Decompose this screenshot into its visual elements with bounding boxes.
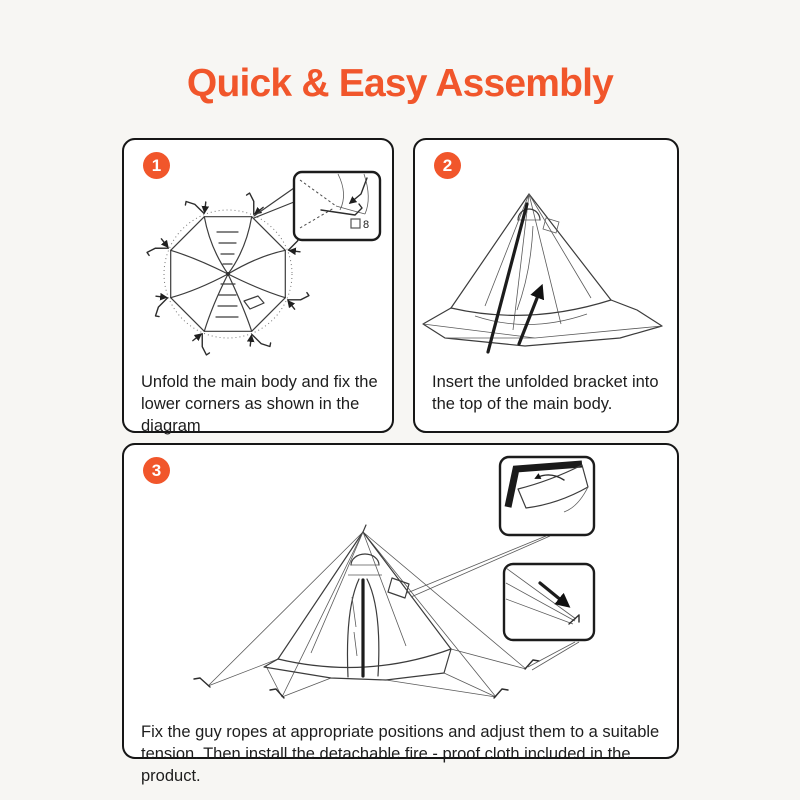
- step-2-number: 2: [442, 156, 453, 175]
- guy-ropes: [208, 532, 526, 697]
- door-and-pole: [347, 554, 382, 677]
- peg-count-label: 8: [363, 219, 370, 231]
- step-1-panel: [122, 138, 394, 433]
- unfolded-tent-drawing: [124, 150, 390, 362]
- tent-bracket-insert-drawing: [415, 148, 675, 358]
- page-title: Quick & Easy Assembly: [186, 62, 614, 105]
- guy-rope-stake-inset: [504, 564, 594, 640]
- fireproof-cloth-inset: [500, 457, 594, 535]
- step-1-number: 1: [151, 156, 162, 175]
- step-3-caption: Fix the guy ropes at appropriate positions and adjust them to a suitable tension. Then install the detachable fire - proof cloth included in the product.: [141, 722, 660, 785]
- inset-pointer: [254, 188, 294, 218]
- tent-guy-ropes-drawing: [126, 447, 676, 703]
- step-2-panel: [413, 138, 679, 433]
- step-2-caption: Insert the unfolded bracket into the top of the main body.: [432, 372, 659, 413]
- peg-detail-inset: [294, 172, 380, 240]
- step-3-number: 3: [151, 461, 162, 480]
- vent-flap: [244, 296, 264, 309]
- stake-inset-pointer: [528, 642, 579, 670]
- ground-skirt: [423, 300, 662, 346]
- step-1-caption: Unfold the main body and fix the lower corners as shown in the diagram: [141, 372, 378, 435]
- step-3-panel: [122, 443, 679, 785]
